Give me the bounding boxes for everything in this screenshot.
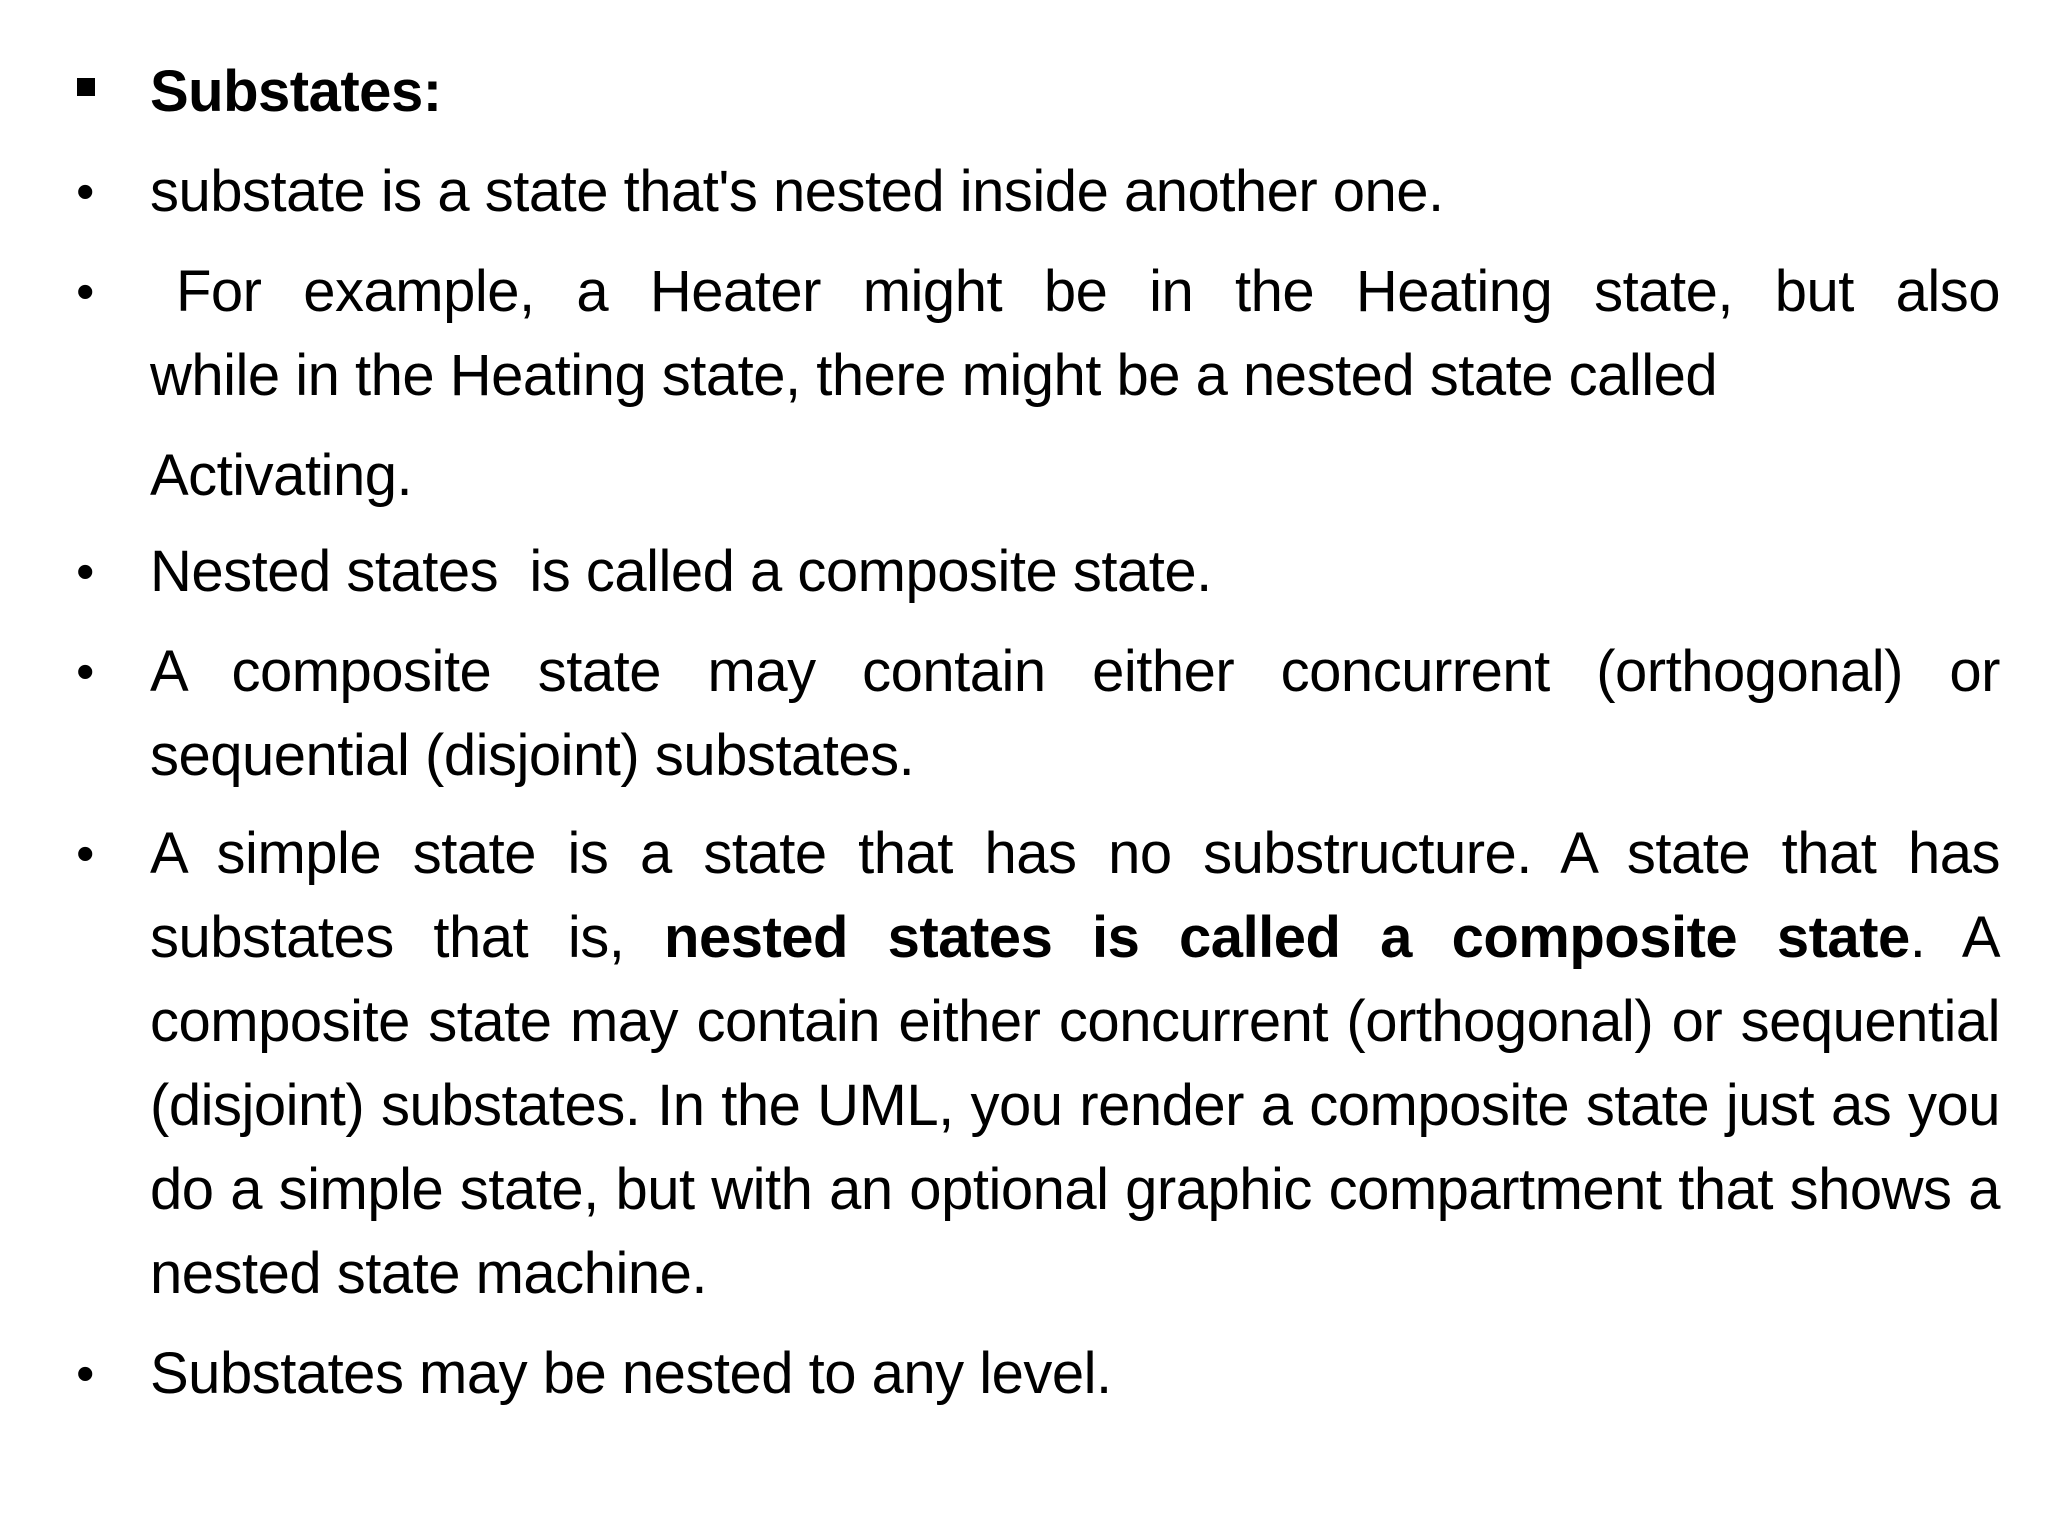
bullet-text-line: Activating.: [150, 443, 413, 508]
bullet-item-4: [76, 630, 2000, 798]
bullet-icon: •: [76, 163, 94, 221]
heading-text: Substates:: [150, 59, 442, 124]
bullet-icon: •: [76, 543, 94, 601]
bullet-text-part: . A composite state may contain either concurrent (orthogonal) or sequential (disjoint) substates. In the UML, you render a composite state just as you do a simple state, but with an optional graphic compartment that shows a nested state machine.: [150, 905, 2001, 1306]
bullet-item-6: [76, 1332, 2000, 1416]
square-bullet-icon: [77, 78, 95, 96]
heading-item: [150, 50, 2000, 134]
bullet-item-3: [76, 530, 2000, 614]
bullet-item-5: [76, 812, 2001, 1316]
bullet-text-line: while in the Heating state, there might be a nested state called: [150, 343, 1718, 408]
bullet-text-part: A simple state is a state that has no substructure. A state that has substates that is,: [150, 821, 2000, 970]
bullet-icon: •: [76, 643, 94, 701]
bullet-icon: •: [76, 1345, 94, 1403]
bullet-text-line: For example, a Heater might be in the Heating state, but also: [176, 259, 2000, 324]
bullet-text-bold: nested states is called a composite state: [664, 905, 1910, 970]
bullet-item-1: [76, 150, 2000, 234]
bullet-text: Substates may be nested to any level.: [150, 1341, 1112, 1406]
bullet-text: substate is a state that's nested inside another one.: [150, 159, 1444, 224]
bullet-text: Nested states is called a composite state.: [150, 539, 1212, 604]
bullet-item-2: [76, 250, 2000, 518]
bullet-text: A composite state may contain either concurrent (orthogonal) or sequential (disjoint) substates.: [150, 639, 2000, 788]
bullet-icon: •: [76, 263, 94, 321]
bullet-icon: •: [76, 825, 94, 883]
